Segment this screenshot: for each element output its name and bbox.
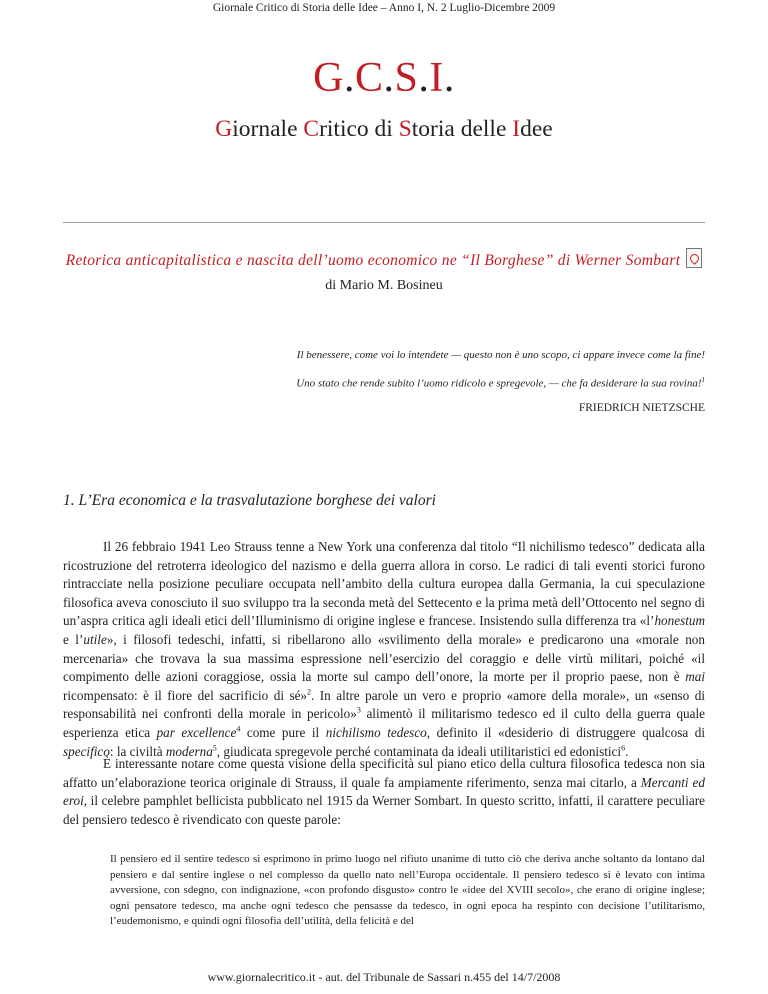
footnote-ref[interactable]: 6 [621, 743, 626, 753]
text-run: Il 26 febbraio 1941 Leo Strauss tenne a New York una conferenza dal titolo “Il nichilismo tedesco” dedicata alla ricostruzione del retroterra ideologico del nazismo e della guerra allora in corso. Le radici di tali eventi storici furono rintracciate nella posizione peculiare occupata nell’ambito della cultura europea dalla Germania, la cui speculazione filosofica aveva conosciuto il suo sviluppo tra la seconda metà del Settecento e la prima metà dell’Ottocento nel segno di un’aspra critica agli ideali etici dell’Illuminismo di origine inglese e francese. Insistendo sulla differenza tra «l’ [63, 539, 705, 629]
text-run: e l’ [63, 631, 84, 647]
journal-name-part: dee [520, 116, 553, 142]
text-run-italic: specifico [63, 743, 110, 759]
journal-name-part: iornale [232, 116, 304, 142]
text-run: È interessante notare come questa visione della specificità sul piano etico della cultura filosofica tedesca non sia affatto un’elaborazione teorica originale di Strauss, il quale fa ampiamente riferimento, senza mai citarlo, a [63, 756, 705, 790]
logo-dot: . [418, 55, 430, 101]
text-run-italic: nichilismo tedesco [325, 724, 427, 740]
footnote-ref[interactable]: 2 [307, 687, 312, 697]
logo-dot: . [383, 55, 395, 101]
journal-name-initial: I [512, 116, 521, 142]
logo-letter-i: I [429, 55, 444, 101]
text-run-italic: moderna [165, 743, 213, 759]
logo-dot: . [343, 55, 355, 101]
footnote-ref[interactable]: 3 [356, 705, 361, 715]
text-run: : la civiltà [109, 743, 166, 759]
journal-name [0, 116, 768, 143]
article-author: di Mario M. Bosineu [325, 278, 443, 293]
section-title: 1. L’Era economica e la trasvalutazione borghese dei valori [63, 492, 436, 509]
text-run: », i filosofi tedeschi, infatti, si ribellarono allo «svilimento della morale» e predicarono una «morale non mercenaria» che trovava la sua massima espressione nell’esercizio del coraggio e delle virtù militari, poiché «il compimento delle azioni coraggiose, ossia la morte sul campo dell’onore, la morte per il proprio paese, non è [63, 631, 705, 685]
journal-logo [0, 54, 768, 102]
text-run: , giudicata spregevole perché contaminata da ideali utilitaristici ed edonistici [216, 743, 622, 759]
text-run: come pure il [240, 724, 326, 740]
text-run-italic: par excellence [156, 724, 237, 740]
footer[interactable]: www.giornalecritico.it - aut. del Tribunale de Sassari n.455 del 14/7/2008 [207, 970, 561, 984]
text-run-italic: Mercanti ed eroi [63, 774, 705, 809]
article-title [0, 248, 768, 270]
logo-dot: . [443, 55, 455, 101]
header-divider [63, 222, 705, 223]
epigraph-line-2 [296, 376, 705, 390]
footnote-ref[interactable]: 5 [212, 743, 217, 753]
journal-name-part: ritico di [319, 116, 399, 142]
logo-letter-s: S [394, 55, 419, 101]
text-run: , definito il «desiderio di distruggere qualcosa di [426, 724, 705, 740]
journal-name-initial: G [215, 116, 233, 142]
logo-letter-g: G [313, 55, 344, 101]
text-run-italic: mai [685, 669, 705, 685]
block-quote: Il pensiero ed il sentire tedesco si esprimono in primo luogo nel rifiuto unanime di tutto ciò che deriva anche soltanto da lontano dal pensiero e dal sentire inglese o nel complesso da quello nato nell’Europa occidentale. Il pensiero tedesco si è levato con intima avversione, con sdegno, con indignazione, «con profondo disgusto» contro le «idee del XVIII secolo», che erano di origine inglese; ogni pensatore tedesco, ma anche ogni tedesco che pensasse da tedesco, in ogni epoca ha respinto con decisione l’utilitarismo, l’eudemonismo, e quindi ogni filosofia dell’utilità, della felicità e del [110, 853, 705, 928]
pdf-icon[interactable] [686, 248, 702, 268]
journal-name-part: toria delle [411, 116, 513, 142]
epigraph-line-1: Il benessere, come voi lo intendete — questo non è uno scopo, ci appare invece come la fine! [296, 349, 705, 361]
text-run: ricompensato: è il fiore del sacrificio di sé» [63, 687, 308, 703]
epigraph-line-2-text: Uno stato che rende subito l’uomo ridicolo e spregevole, — che fa desiderare la sua rovina! [296, 377, 702, 390]
journal-name-initial: S [398, 116, 412, 142]
paragraph-1 [63, 538, 705, 761]
article-title-text: Retorica anticapitalistica e nascita dell’uomo economico ne “Il Borghese” di Werner Sombart [65, 252, 681, 269]
paragraph-2 [63, 755, 705, 829]
text-run-italic: utile [83, 631, 107, 647]
logo-letter-c: C [354, 55, 384, 101]
text-run-italic: honestum [654, 613, 705, 629]
text-run: . In altre parole un vero e proprio «amore della morale», un «senso di responsabilità nei confronti della morale in pericolo» [63, 687, 705, 722]
footnote-ref[interactable]: 1 [701, 376, 705, 384]
running-head: Giornale Critico di Storia delle Idee – Anno I, N. 2 Luglio-Dicembre 2009 [212, 2, 556, 14]
text-run: alimentò il militarismo tedesco ed il culto della guerra quale esperienza etica [63, 706, 705, 740]
journal-name-initial: C [303, 116, 320, 142]
epigraph-author: FRIEDRICH NIETZSCHE [578, 402, 705, 414]
footnote-ref[interactable]: 4 [236, 724, 241, 734]
text-run: , il celebre pamphlet bellicista pubblicato nel 1915 da Werner Sombart. In questo scritto, infatti, il carattere peculiare del pensiero tedesco è rivendicato con queste parole: [63, 793, 705, 827]
text-run: . [625, 743, 629, 759]
